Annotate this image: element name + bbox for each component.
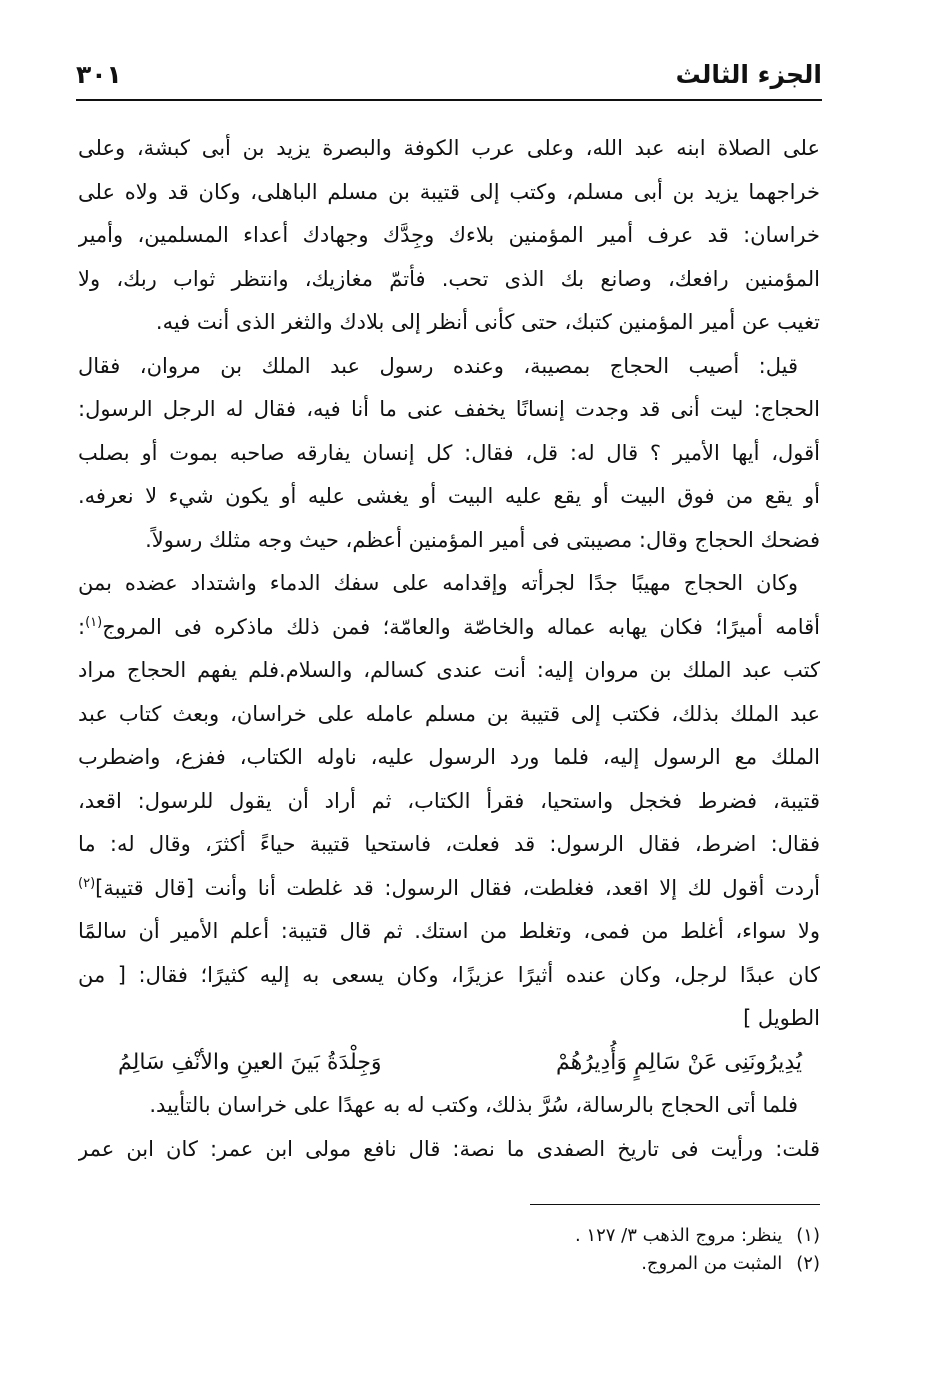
verse-second-hemistich: وَجِلْدَةُ بَينَ العينِ والأنْفِ سَالِمُ [118, 1049, 382, 1075]
text-line: كتب عبد الملك بن مروان إليه: أنت عندى كسالم، والسلام.فلم يفهم الحجاج مراد [78, 658, 820, 682]
text-line: قلت: ورأيت فى تاريخ الصفدى ما نصة: قال نافع مولى ابن عمر: كان ابن عمر [78, 1136, 820, 1161]
text-line: ولا سواء، أغلط من فمى، وتغلط من استك. ثم قال قتيبة: أعلم الأمير أن سالمًا [78, 919, 820, 943]
text-line: أقول، أيها الأمير ؟ قال له: قل، فقال: كل إنسان يفارقه صاحبه بموت أو بصلب [78, 440, 820, 465]
text-line: الحجاج: ليت أنى قد وجدت إنسانًا يخفف عنى ما أنا فيه، فقال له الرجل الرسول: [78, 397, 820, 421]
text-line: عبد الملك بذلك، فكتب إلى قتيبة بن مسلم عامله على خراسان، وبعث كتاب عبد [78, 701, 820, 726]
text-line: الطويل ] [743, 1006, 820, 1030]
text-line-with-note [78, 867, 820, 911]
poetry-verse [78, 1041, 820, 1085]
text-line: على الصلاة ابنه عبد الله، وعلى عرب الكوفة والبصرة يزيد بن أبى كبشة، وعلى [78, 136, 820, 160]
page-header [76, 56, 822, 96]
text-line: الملك مع الرسول إليه، فلما ورد الرسول عليه، ناوله الكتاب، ففزع، واضطرب [78, 745, 820, 769]
line-colon: : [78, 614, 86, 639]
footnotes [360, 1222, 820, 1278]
footnote-text: المثبت من المروج. [641, 1253, 783, 1274]
text-line: فلما أتى الحجاج بالرسالة، سُرَّ بذلك، وكتب له به عهدًا على خراسان بالتأييد. [149, 1093, 798, 1117]
text-line: فضحك الحجاج وقال: مصيبتى فى أمير المؤمنين أعظم، حيث وجه مثلك رسولاً. [145, 527, 820, 552]
footnote-ref-1: (١) [85, 614, 103, 630]
text-line: وكان الحجاج مهيبًا جدًا لجرأته وإقدامه على سفك الدماء واشتداد عضده بمن [78, 571, 798, 595]
footnote-number: (٢) [796, 1253, 820, 1274]
text-line: خراسان: قد عرف أمير المؤمنين بلاءك وجِدَّك وجهادك أعداء المسلمين، وأمير [78, 223, 820, 247]
text-line: خراجهما يزيد بن أبى مسلم، وكتب إلى قتيبة بن مسلم الباهلى، وكان قد ولاه على [78, 179, 820, 204]
footnote-1 [360, 1222, 820, 1250]
text-line: فقال: اضرط، فقال الرسول: قد فعلت، فاستحيا قتيبة حياءً أكثرَ، وقال له: ما [78, 832, 820, 856]
footnote-ref-2: (٢) [78, 875, 96, 891]
text-line-with-note [78, 606, 820, 650]
running-title: الجزء الثالث [675, 60, 822, 89]
text-line: قيل: أصيب الحجاج بمصيبة، وعنده رسول عبد الملك بن مروان، فقال [78, 353, 798, 378]
footnote-rule [530, 1204, 820, 1205]
line-text: أقامه أميرًا؛ فكان يهابه عماله والخاصّة والعامّة؛ فمن ذلك ماذكره فى المروج [102, 614, 820, 639]
text-line: المؤمنين رافعك، وصانع بك الذى تحب. فأتمّ مغازيك، وانتظر ثواب ربك، ولا [78, 266, 820, 291]
text-line: كان عبدًا لرجل، وكان عنده أثيرًا عزيزًا، وكان يسعى به إليه كثيرًا؛ فقال: [ من [78, 962, 820, 987]
text-line: تغيب عن أمير المؤمنين كتبك، حتى كأنى أنظر إلى بلادك والثغر الذى أنت فيه. [155, 310, 820, 334]
footnote-text: ينظر: مروج الذهب ٣/ ١٢٧ . [574, 1225, 783, 1246]
line-text: أردت أقول لك إلا اقعد، فغلطت، فقال الرسول: قد غلطت أنا وأنت [قال قتيبة] [95, 875, 820, 900]
footnote-2 [360, 1250, 820, 1278]
footnote-number: (١) [796, 1225, 820, 1246]
page-number: ٣٠١ [76, 60, 122, 89]
text-line: قتيبة، فضرط فخجل واستحيا، فقرأ الكتاب، ثم أراد أن يقول للرسول: اقعد، [78, 788, 820, 813]
text-line: أو يقع من فوق البيت أو يقع عليه البيت أو يغشى عليه أو يكون شيء لا نعرفه. [78, 484, 820, 508]
header-rule [76, 99, 822, 101]
body-text [78, 127, 820, 1171]
verse-first-hemistich: يُدِيرُونَنِى عَنْ سَالِمٍ وَأُدِيرُهُمْ [555, 1049, 802, 1075]
